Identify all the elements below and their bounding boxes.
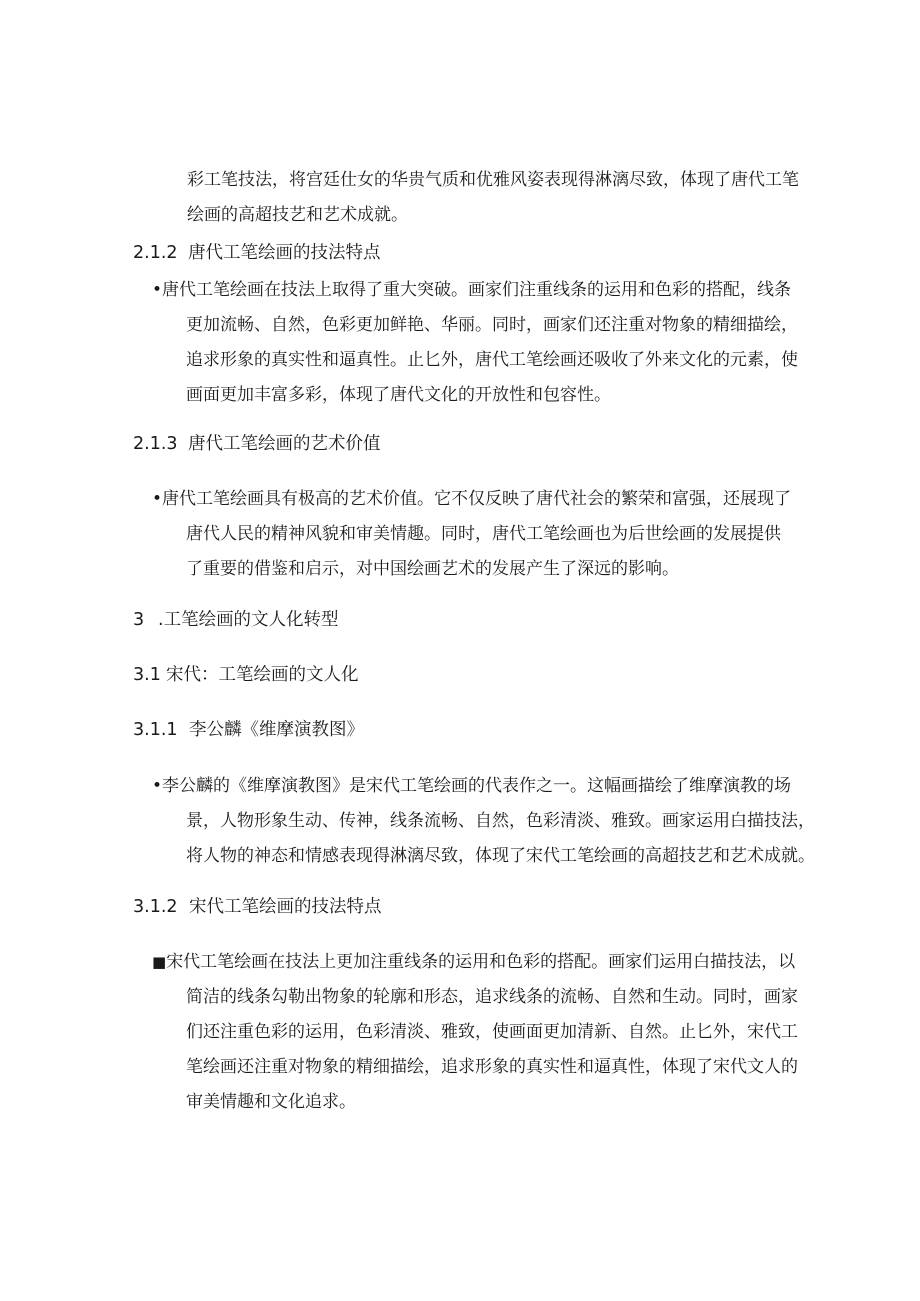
bullet-icon: • bbox=[152, 489, 163, 509]
square-bullet-icon: ■ bbox=[152, 953, 167, 971]
heading-2-1-3 bbox=[133, 431, 381, 457]
paragraph-continuation bbox=[187, 163, 799, 233]
text-line: ■宋代工笔绘画在技法上更加注重线条的运用和色彩的搭配。画家们运用白描技法，以 bbox=[152, 952, 796, 972]
section-title: 宋代：工笔绘画的文人化 bbox=[166, 665, 359, 685]
text-line: 笔绘画还注重对物象的精细描绘，追求形象的真实性和逼真性，体现了宋代文人的 bbox=[186, 1057, 798, 1077]
heading-3 bbox=[133, 607, 339, 633]
text-line: •唐代工笔绘画具有极高的艺术价值。它不仅反映了唐代社会的繁荣和富强，还展现了 bbox=[152, 489, 792, 509]
section-title: 宋代工笔绘画的技法特点 bbox=[189, 897, 382, 917]
heading-3-1-1 bbox=[133, 717, 364, 743]
text-line: •李公麟的《维摩演教图》是宋代工笔绘画的代表作之一。这幅画描绘了维摩演教的场 bbox=[152, 776, 792, 796]
paragraph-3-1-1 bbox=[152, 769, 815, 874]
text-line: 画面更加丰富多彩，体现了唐代文化的开放性和包容性。 bbox=[186, 385, 611, 405]
text-line: 审美情趣和文化追求。 bbox=[186, 1092, 356, 1112]
section-number: 3.1.2 bbox=[133, 897, 178, 917]
section-title: 唐代工笔绘画的艺术价值 bbox=[188, 434, 381, 454]
section-number: 2.1.2 bbox=[133, 243, 178, 263]
text-line: 将人物的神态和情感表现得淋漓尽致，体现了宋代工笔绘画的高超技艺和艺术成就。 bbox=[186, 846, 815, 866]
heading-3-1 bbox=[133, 662, 359, 688]
text-line: 更加流畅、自然，色彩更加鲜艳、华丽。同时，画家们还注重对物象的精细描绘， bbox=[186, 315, 798, 335]
text-line: 追求形象的真实性和逼真性。止匕外，唐代工笔绘画还吸收了外来文化的元素，使 bbox=[186, 350, 798, 370]
text-line: 彩工笔技法，将宫廷仕女的华贵气质和优雅风姿表现得淋漓尽致，体现了唐代工笔 bbox=[187, 170, 799, 190]
heading-3-1-2 bbox=[133, 894, 382, 920]
section-title: .工笔绘画的文人化转型 bbox=[158, 610, 339, 630]
section-title: 李公麟《维摩演教图》 bbox=[189, 720, 364, 740]
paragraph-3-1-2 bbox=[152, 945, 798, 1120]
paragraph-2-1-2 bbox=[152, 273, 798, 413]
section-number: 2.1.3 bbox=[133, 434, 178, 454]
bullet-icon: • bbox=[152, 776, 163, 796]
text-line: 唐代人民的精神风貌和审美情趣。同时，唐代工笔绘画也为后世绘画的发展提供 bbox=[186, 524, 781, 544]
bullet-icon: • bbox=[152, 280, 163, 300]
section-number: 3.1 bbox=[133, 665, 161, 685]
text-line: 们还注重色彩的运用，色彩清淡、雅致，使画面更加清新、自然。止匕外，宋代工 bbox=[186, 1022, 798, 1042]
text-line: 景，人物形象生动、传神，线条流畅、自然，色彩清淡、雅致。画家运用白描技法， bbox=[186, 811, 815, 831]
section-number: 3.1.1 bbox=[133, 720, 178, 740]
section-number: 3 bbox=[133, 610, 145, 630]
text-line: 绘画的高超技艺和艺术成就。 bbox=[187, 205, 408, 225]
text-line: 简洁的线条勾勒出物象的轮廓和形态，追求线条的流畅、自然和生动。同时，画家 bbox=[186, 987, 798, 1007]
text-line: 了重要的借鉴和启示，对中国绘画艺术的发展产生了深远的影响。 bbox=[186, 559, 679, 579]
paragraph-2-1-3 bbox=[152, 482, 791, 587]
heading-2-1-2 bbox=[133, 240, 381, 266]
text-line: •唐代工笔绘画在技法上取得了重大突破。画家们注重线条的运用和色彩的搭配，线条 bbox=[152, 280, 792, 300]
section-title: 唐代工笔绘画的技法特点 bbox=[188, 243, 381, 263]
